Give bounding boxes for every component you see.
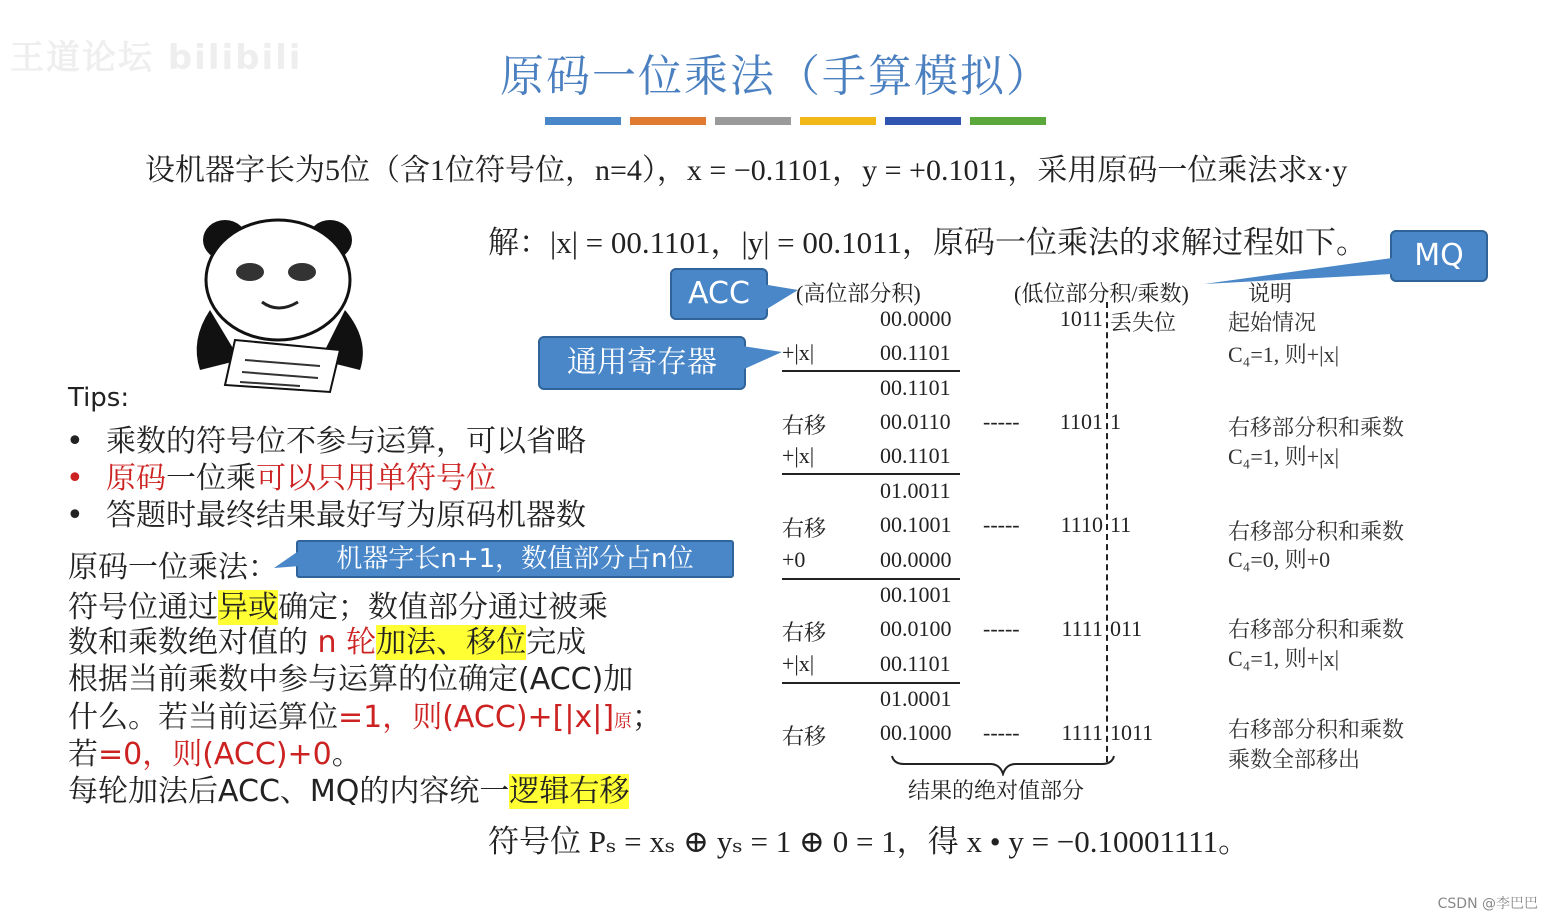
problem-statement: 设机器字长为5位（含1位符号位，n=4），x = −0.1101，y = +0.1011，采用原码一位乘法求x·y (145, 154, 1348, 187)
color-bar-segment (630, 117, 706, 125)
lost-bits: 11 (1110, 512, 1132, 537)
tip-text: 乘数的符号位不参与运算，可以省略 (106, 424, 586, 459)
bullet-icon: • (66, 424, 84, 459)
row-note: 起始情况 (1228, 310, 1317, 335)
color-bar-segment (715, 117, 791, 125)
acc-value: 00.1001 (880, 512, 952, 537)
word-width-callout: 机器字长n+1，数值部分占n位 (296, 540, 734, 578)
sum-line (782, 682, 960, 684)
row-operation: +|x| (782, 443, 815, 468)
final-result: 符号位 Pₛ = xₛ ⊕ yₛ = 1 ⊕ 0 = 1，得 x • y = −0.10001111。 (488, 824, 1250, 859)
row-operation: 右移 (782, 516, 827, 541)
color-bar-segment (885, 117, 961, 125)
shift-dash: ----- (983, 720, 1020, 745)
row-operation: 右移 (782, 724, 827, 749)
color-bar-segment (545, 117, 621, 125)
row-operation: +|x| (782, 340, 815, 365)
acc-value: 00.0100 (880, 616, 952, 641)
row-note: 右移部分积和乘数 (1228, 415, 1405, 440)
csdn-watermark: CSDN @李巴巴 (1437, 896, 1538, 912)
row-note: C₄=0, 则+0 (1228, 547, 1331, 572)
rules-line: 根据当前乘数中参与运算的位确定(ACC)加 (68, 662, 634, 697)
bullet-icon: • (66, 461, 84, 496)
sum-line (782, 578, 960, 580)
rules-heading: 原码一位乘法： (68, 550, 278, 585)
acc-value: 00.1000 (880, 720, 952, 745)
result-brace (890, 754, 1116, 776)
row-note: C₄=1, 则+|x| (1228, 444, 1339, 469)
shift-dash: ----- (983, 409, 1020, 434)
rules-red-text: =1，则(ACC)+[|x|] (338, 700, 615, 735)
tip-text-mid: 一位乘 (166, 461, 256, 496)
rules-text: 完成 (526, 625, 587, 660)
rules-highlight: 异或 (218, 590, 278, 625)
acc-value: 00.1101 (880, 375, 951, 400)
mq-value: 1110 (1060, 512, 1103, 537)
rules-text: 每轮加法后ACC、MQ的内容统一 (68, 774, 510, 809)
mq-callout: MQ (1390, 230, 1488, 282)
tips-title: Tips: (68, 383, 130, 413)
color-bar-segment (970, 117, 1046, 125)
title-color-bar (545, 117, 1046, 125)
shift-dash: ----- (983, 512, 1020, 537)
acc-value: 00.1101 (880, 340, 951, 365)
mq-value: 1111 (1061, 616, 1103, 641)
tip-item (66, 490, 586, 534)
slide-title: 原码一位乘法（手算模拟） (500, 51, 1052, 102)
sum-line (782, 473, 960, 475)
mq-callout-pointer (1200, 250, 1395, 290)
row-note: 乘数全部移出 (1228, 747, 1361, 772)
bullet-icon: • (66, 498, 84, 533)
panda-meme-image (180, 210, 380, 395)
rules-text: 数和乘数绝对值的 (68, 625, 318, 660)
mq-value: 1011 (1059, 306, 1103, 331)
solution-line: 解：|x| = 00.1101，|y| = 00.1011，原码一位乘法的求解过程如下。 (488, 225, 1367, 260)
header-low-partial: (低位部分积/乘数) (1014, 281, 1189, 306)
row-note: C₄=1, 则+|x| (1228, 342, 1339, 367)
mq-value: 1111 (1061, 720, 1103, 745)
rules-line (68, 766, 629, 810)
row-operation: +|x| (782, 651, 815, 676)
rules-red-subscript: 原 (614, 711, 633, 732)
register-callout-pointer (740, 340, 785, 380)
acc-callout-pointer (760, 282, 800, 322)
mq-value: 1101 (1059, 409, 1103, 434)
row-operation: 右移 (782, 620, 827, 645)
acc-value: 00.0000 (880, 306, 952, 331)
row-note: 右移部分积和乘数 (1228, 617, 1405, 642)
result-brace-label: 结果的绝对值部分 (908, 778, 1085, 803)
acc-value: 00.1001 (880, 582, 952, 607)
row-note: 右移部分积和乘数 (1228, 717, 1405, 742)
register-callout: 通用寄存器 (538, 336, 746, 390)
rules-text: 。 (331, 737, 362, 772)
shift-dash: ----- (983, 616, 1020, 641)
acc-value: 00.0110 (880, 409, 951, 434)
rules-text: 若 (68, 737, 98, 772)
rules-text: ； (632, 700, 663, 735)
tip-text: 答题时最终结果最好写为原码机器数 (106, 498, 586, 533)
header-high-partial: (高位部分积) (796, 281, 921, 306)
rules-text: 确定；数值部分通过被乘 (278, 590, 608, 625)
acc-value: 00.0000 (880, 547, 952, 572)
header-note: 说明 (1248, 281, 1293, 306)
acc-value: 00.1101 (880, 443, 951, 468)
rules-red-text: n 轮 (317, 625, 377, 660)
row-note: 右移部分积和乘数 (1228, 519, 1405, 544)
tip-text-suffix: 可以只用单符号位 (256, 461, 496, 496)
acc-value: 01.0011 (880, 478, 951, 503)
rules-text: 符号位通过 (68, 590, 218, 625)
lost-bits: 011 (1110, 616, 1143, 641)
acc-value: 00.1101 (880, 651, 951, 676)
rules-highlight: 加法、移位 (376, 625, 527, 660)
color-bar-segment (800, 117, 876, 125)
acc-value: 01.0001 (880, 686, 952, 711)
tip-text-prefix: 原码 (106, 461, 166, 496)
shift-divider-line (1106, 302, 1108, 762)
sum-line (782, 370, 960, 372)
watermark: 王道论坛 bilibili (10, 38, 303, 78)
lost-bits: 1011 (1110, 720, 1154, 745)
rules-highlight: 逻辑右移 (509, 774, 630, 809)
row-note: C₄=1, 则+|x| (1228, 646, 1339, 671)
row-operation: +0 (782, 547, 806, 572)
rules-red-text: =0，则(ACC)+0 (98, 737, 332, 772)
acc-callout: ACC (670, 268, 768, 320)
row-operation: 右移 (782, 413, 827, 438)
rules-text: 什么。若当前运算位 (68, 700, 338, 735)
lost-bits: 丢失位 (1110, 310, 1177, 335)
lost-bits: 1 (1110, 409, 1121, 434)
